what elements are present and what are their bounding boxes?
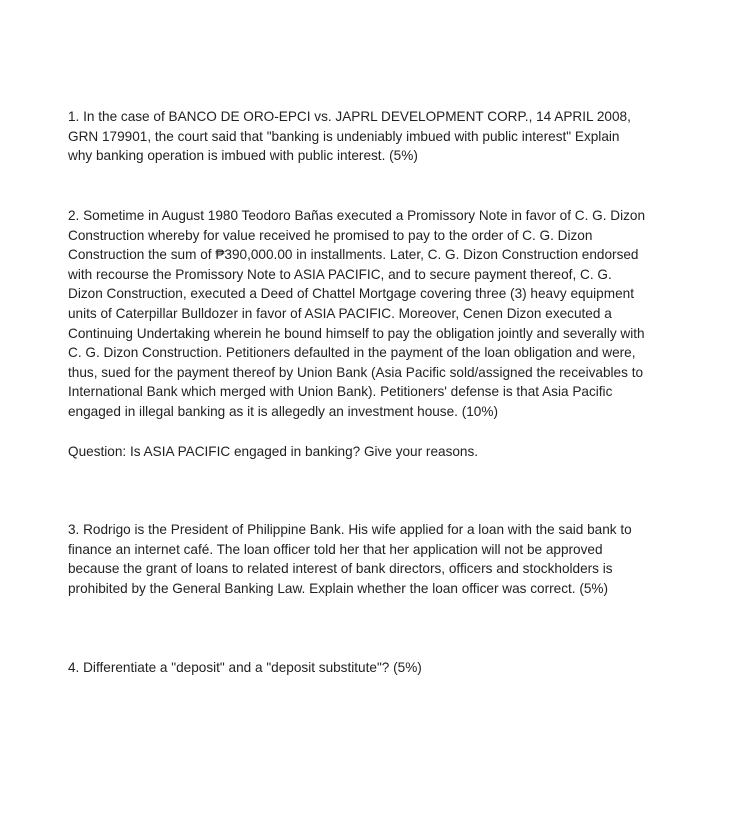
question-2 — [68, 206, 708, 422]
question-2-line: 2. Sometime in August 1980 Teodoro Bañas executed a Promissory Note in favor of C. G. Dizon — [68, 208, 646, 223]
question-3-line: 3. Rodrigo is the President of Philippine Bank. His wife applied for a loan with the said bank to — [68, 522, 632, 537]
question-1-line: GRN 179901, the court said that "banking is undeniably imbued with public interest" Explain — [68, 128, 620, 144]
question-2-line: Dizon Construction, executed a Deed of Chattel Mortgage covering three (3) heavy equipment — [68, 286, 634, 302]
question-4-line: 4. Differentiate a "deposit" and a "deposit substitute"? (5%) — [68, 660, 422, 675]
question-1-line: why banking operation is imbued with public interest. (5%) — [68, 148, 418, 164]
question-2-line: Construction the sum of ₱390,000.00 in installments. Later, C. G. Dizon Construction endorsed — [68, 247, 639, 263]
question-3-line: because the grant of loans to related interest of bank directors, officers and stockholders is — [68, 561, 613, 577]
question-3-line: prohibited by the General Banking Law. Explain whether the loan officer was correct. (5%) — [68, 580, 609, 596]
question-1-line: 1. In the case of BANCO DE ORO-EPCI vs. JAPRL DEVELOPMENT CORP., 14 APRIL 2008, — [68, 109, 631, 124]
question-4 — [68, 658, 708, 678]
question-2-line: C. G. Dizon Construction. Petitioners defaulted in the payment of the loan obligation and were, — [68, 345, 636, 361]
question-3-line: finance an internet café. The loan officer told her that her application will not be approved — [68, 541, 603, 557]
question-2-prompt — [68, 442, 708, 462]
question-2-line: Continuing Undertaking wherein he bound himself to pay the obligation jointly and severally with — [68, 325, 645, 341]
question-2-line: units of Caterpillar Bulldozer in favor of ASIA PACIFIC. Moreover, Cenen Dizon executed a — [68, 305, 612, 321]
question-2-line: with recourse the Promissory Note to ASIA PACIFIC, and to secure payment thereof, C. G. — [68, 266, 612, 282]
question-2-line: Construction whereby for value received he promised to pay to the order of C. G. Dizon — [68, 227, 593, 243]
question-2-prompt-line: Question: Is ASIA PACIFIC engaged in banking? Give your reasons. — [68, 444, 479, 459]
question-2-line: International Bank which merged with Union Bank). Petitioners' defense is that Asia Pacific — [68, 384, 613, 400]
question-1 — [68, 107, 708, 166]
question-3 — [68, 520, 708, 598]
question-2-line: engaged in illegal banking as it is allegedly an investment house. (10%) — [68, 403, 498, 419]
question-2-line: thus, sued for the payment thereof by Union Bank (Asia Pacific sold/assigned the receivables to — [68, 364, 644, 380]
